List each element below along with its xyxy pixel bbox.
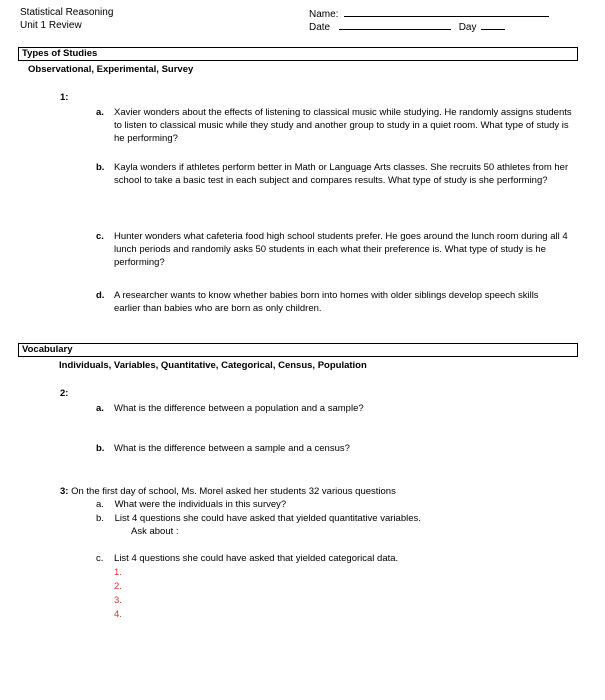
question-2a (96, 402, 576, 416)
answer-list-item-3: 3. (114, 595, 122, 606)
question-2a-letter: a. (96, 403, 104, 414)
day-blank[interactable] (481, 20, 505, 30)
answer-list-item-4: 4. (114, 609, 122, 620)
question-3-intro (60, 486, 396, 497)
question-3a-letter: a. (96, 499, 104, 510)
question-1a-letter: a. (96, 107, 104, 118)
types-subtitle: Observational, Experimental, Survey (28, 64, 194, 75)
question-1b-text: Kayla wonders if athletes perform better in Math or Language Arts classes. She recruits 50 athletes from her school to take a basic test in each subject and compares results. What type of study is she performing? (114, 162, 569, 186)
question-1c (96, 230, 576, 270)
answer-list-item-2: 2. (114, 581, 122, 592)
question-1d (96, 289, 576, 317)
question-1b (96, 161, 576, 201)
question-2b-letter: b. (96, 443, 105, 454)
unit-title: Unit 1 Review (20, 20, 82, 31)
question-3b (96, 513, 421, 524)
vocabulary-header: Vocabulary (18, 343, 578, 357)
question-3b-text: List 4 questions she could have asked that yielded quantitative variables. (114, 513, 421, 524)
question-1d-letter: d. (96, 290, 105, 301)
question-1a-text: Xavier wonders about the effects of listening to classical music while studying. He randomly assigns students to listen to classical music while they study and another group to study in a quiet room. What type of study is he performing? (114, 107, 572, 144)
question-3a (96, 499, 286, 510)
question-1a (96, 106, 576, 146)
question-1c-letter: c. (96, 231, 104, 242)
question-2a-text: What is the difference between a population and a sample? (114, 403, 364, 414)
question-3c-letter: c. (96, 553, 104, 564)
types-of-studies-header: Types of Studies (18, 47, 578, 61)
date-line (309, 20, 505, 33)
vocabulary-subtitle: Individuals, Variables, Quantitative, Categorical, Census, Population (59, 360, 367, 371)
question-3c-text: List 4 questions she could have asked that yielded categorical data. (114, 553, 399, 564)
answer-list-item-1: 1. (114, 567, 122, 578)
date-blank[interactable] (339, 20, 451, 30)
question-3c (96, 553, 398, 564)
question-2b (96, 442, 576, 456)
name-blank[interactable] (344, 7, 549, 17)
date-label: Date (309, 22, 331, 33)
question-3b-letter: b. (96, 513, 104, 524)
question-1c-text: Hunter wonders what cafeteria food high school students prefer. He goes around the lunch room during all 4 lunch periods and randomly asks 50 students in each what their preference is. What type of study is he performing? (114, 231, 568, 268)
course-title: Statistical Reasoning (20, 7, 114, 18)
question-3-text: On the first day of school, Ms. Morel asked her students 32 various questions (71, 486, 396, 497)
day-label: Day (458, 22, 477, 33)
question-1d-text: A researcher wants to know whether babies born into homes with older siblings develop speech skills earlier than babies who are born as only children. (114, 290, 539, 314)
ask-about-label: Ask about : (131, 526, 179, 537)
name-label: Name: (309, 9, 339, 20)
question-2b-text: What is the difference between a sample and a census? (114, 443, 350, 454)
name-line (309, 7, 549, 20)
question-3-number: 3: (60, 486, 69, 497)
question-1-number: 1: (60, 92, 69, 103)
question-2-number: 2: (60, 388, 69, 399)
question-1b-letter: b. (96, 162, 105, 173)
question-3a-text: What were the individuals in this survey? (114, 499, 287, 510)
